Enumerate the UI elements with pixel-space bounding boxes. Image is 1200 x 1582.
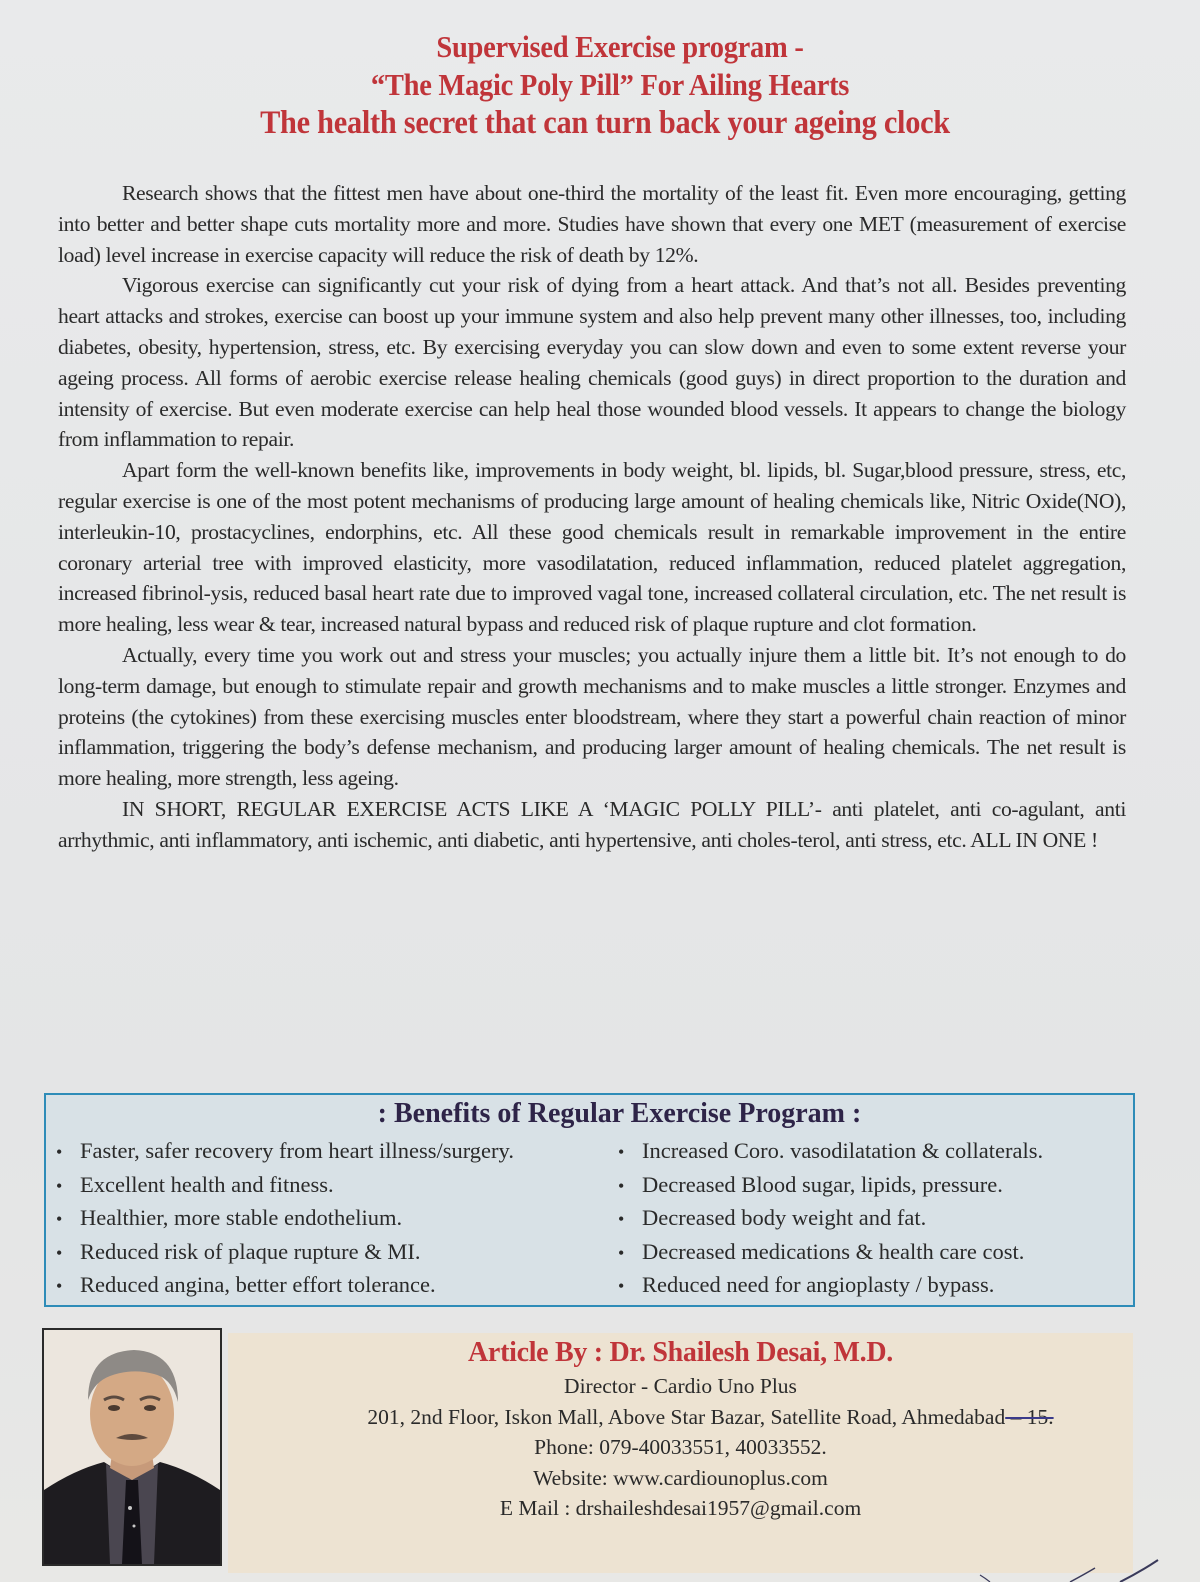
benefit-item [618, 1236, 1043, 1270]
benefit-text: Reduced need for angioplasty / bypass. [642, 1272, 995, 1297]
article-body [58, 178, 1126, 856]
benefit-item [56, 1169, 514, 1203]
author-email[interactable]: E Mail : drshaileshdesai1957@gmail.com [499, 1496, 862, 1520]
benefit-text: Increased Coro. vasodilatation & collaterals. [642, 1138, 1044, 1163]
benefit-text: Faster, safer recovery from heart illness/surgery. [80, 1138, 514, 1163]
benefit-item [618, 1135, 1043, 1169]
benefit-text: Healthier, more stable endothelium. [80, 1205, 403, 1230]
paragraph-4: Actually, every time you work out and stress your muscles; you actually injure them a little bit. It’s not enough to do long-term damage, but enough to stimulate repair and growth mechanisms and to make muscles a little stronger. Enzymes and proteins (the cytokines) from these exercising muscles enter bloodstream, where they start a powerful chain reaction of minor inflammation, triggering the body’s defense mechanism, and producing larger amount of healing chemicals. The net result is more healing, more strength, less ageing. [58, 642, 1126, 791]
benefit-item [56, 1269, 514, 1303]
paragraph-3: Apart form the well-known benefits like, improvements in body weight, bl. lipids, bl. Sugar,blood pressure, stress, etc, regular exercise is one of the most potent mechanisms of producing large amount of healing chemicals like, Nitric Oxide(NO), interleukin-10, prostacyclines, endorphins, etc. All these good chemicals result in remarkable improvement in the entire coronary arterial tree with improved elasticity, more vasodilatation, reduced inflammation, reduced platelet aggregation, increased fibrinol-ysis, reduced basal heart rate due to improved vagal tone, increased collateral circulation, etc. The net result is more healing, less wear & tear, increased natural bypass and reduced risk of plaque rupture and clot formation. [58, 458, 1126, 637]
author-website[interactable]: Website: www.cardiounoplus.com [533, 1465, 828, 1490]
author-portrait-icon [44, 1330, 220, 1564]
title-line-2: “The Magic Poly Pill” For Ailing Hearts [370, 67, 850, 102]
benefits-list-left [56, 1135, 514, 1303]
bullet-icon: • [618, 1276, 625, 1296]
benefit-text: Reduced angina, better effort tolerance. [80, 1272, 436, 1297]
bullet-icon: • [618, 1242, 625, 1263]
paragraph-1: Research shows that the fittest men have about one-third the mortality of the least fit. Even more encouraging, getting into better and better shape cuts mortality more and more. Studies have shown that every one MET (measurement of exercise load) level increase in exercise capacity will reduce the risk of death by 12%. [58, 181, 1126, 267]
benefit-item [618, 1202, 1043, 1236]
benefit-item [618, 1269, 1043, 1303]
author-photo [42, 1328, 222, 1566]
bullet-icon: • [56, 1276, 63, 1296]
benefit-text: Decreased Blood sugar, lipids, pressure. [642, 1171, 1003, 1197]
title-line-1: Supervised Exercise program - [436, 29, 804, 64]
bullet-icon: • [56, 1209, 63, 1229]
benefit-text: Decreased body weight and fat. [642, 1205, 927, 1230]
benefit-text: Excellent health and fitness. [80, 1171, 334, 1197]
benefit-item [56, 1236, 514, 1270]
address-text: 201, 2nd Floor, Iskon Mall, Above Star Bazar, Satellite Road, Ahmedabad [367, 1404, 1006, 1429]
article-header [0, 28, 1200, 142]
benefit-item [56, 1135, 514, 1169]
title-line-3: The health secret that can turn back your ageing clock [260, 105, 950, 141]
author-role: Director - Cardio Uno Plus [564, 1374, 797, 1398]
author-address [288, 1402, 1133, 1433]
paragraph-2: Vigorous exercise can significantly cut your risk of dying from a heart attack. And that’s not all. Besides preventing heart attacks and strokes, exercise can boost up your immune system and also help prevent many other illnesses, too, including diabetes, obesity, hypertension, stress, etc. By exercising everyday you can slow down and even to some extent reverse your ageing process. All forms of aerobic exercise release healing chemicals (good guys) in direct proportion to the duration and intensity of exercise. But even moderate exercise can help heal those wounded blood vessels. It appears to change the biology from inflammation to repair. [58, 273, 1126, 452]
bullet-icon: • [56, 1142, 63, 1162]
paragraph-5: IN SHORT, REGULAR EXERCISE ACTS LIKE A ‘MAGIC POLLY PILL’- anti platelet, anti co-agulant, anti arrhythmic, anti inflammatory, anti ischemic, anti diabetic, anti hypertensive, anti choles-terol, anti stress, etc. ALL IN ONE ! [58, 796, 1126, 852]
author-info [228, 1335, 1133, 1524]
address-struck-suffix: – 15. [1005, 1404, 1054, 1429]
benefits-title: : Benefits of Regular Exercise Program : [377, 1098, 862, 1129]
benefit-text: Decreased medications & health care cost. [642, 1238, 1025, 1264]
bullet-icon: • [56, 1242, 63, 1263]
benefit-item [618, 1169, 1043, 1203]
benefit-text: Reduced risk of plaque rupture & MI. [80, 1238, 421, 1264]
benefit-item [56, 1202, 514, 1236]
bullet-icon: • [618, 1142, 625, 1162]
benefits-list-right [618, 1135, 1043, 1303]
author-phone: Phone: 079-40033551, 40033552. [534, 1435, 827, 1459]
bullet-icon: • [618, 1175, 625, 1196]
benefits-box [44, 1093, 1135, 1307]
author-byline: Article By : Dr. Shailesh Desai, M.D. [468, 1337, 893, 1368]
bullet-icon: • [56, 1175, 63, 1196]
bullet-icon: • [618, 1209, 625, 1229]
